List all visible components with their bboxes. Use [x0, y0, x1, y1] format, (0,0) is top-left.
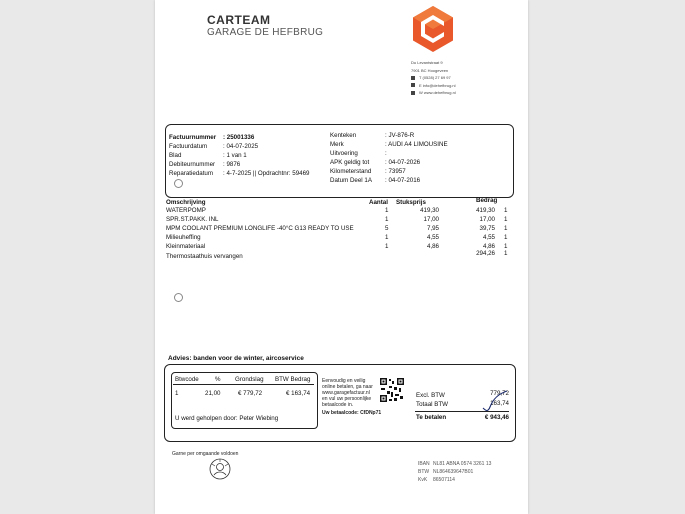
contact-address: Du Levantstraat 9	[411, 60, 443, 65]
invoice-number: : 25001336	[223, 134, 255, 141]
debtor-label: Debiteurnummer	[169, 161, 216, 168]
to-pay-label: Te betalen	[416, 414, 447, 421]
version-label: Uitvoering	[330, 150, 358, 157]
payment-info: Eenvoudig en veilig online betalen, ga naar www.garagefactuur.nl en vul uw persoonlijke betaalcode in.	[322, 378, 373, 408]
kvk-label: KvK	[418, 477, 428, 483]
item-qty: 1	[385, 207, 389, 214]
invoice-date: : 04-07-2025	[223, 143, 259, 150]
vat-pct-header: %	[215, 376, 221, 383]
plate-value: : JV-876-R	[385, 132, 415, 139]
brand-label: Merk	[330, 141, 344, 148]
item-code: 1	[504, 216, 508, 223]
item-code: 1	[504, 243, 508, 250]
item-desc: WATERPOMP	[166, 207, 206, 214]
repair-label: Reparatiedatum	[169, 170, 214, 177]
btw-label: BTW	[418, 469, 430, 475]
advice-text: Advies: banden voor de winter, aircoservice	[168, 355, 304, 362]
item-desc: Milieuheffing	[166, 234, 201, 241]
col-desc-header: Omschrijving	[166, 199, 206, 206]
part1-value: : 04-07-2016	[385, 177, 421, 184]
item-price: 17,00	[423, 216, 439, 223]
btw-value: NL864639647B01	[433, 469, 474, 475]
part1-label: Datum Deel 1A	[330, 177, 372, 184]
invoice-number-label: Factuurnummer	[169, 134, 217, 141]
vat-amount-header: BTW Bedrag	[275, 376, 311, 383]
carteam-logo-icon	[411, 5, 455, 53]
company-contact	[411, 59, 456, 97]
item-code: 1	[504, 250, 508, 257]
item-price: 4,86	[426, 243, 439, 250]
item-amount: 39,75	[479, 225, 495, 232]
item-code: 1	[504, 207, 508, 214]
item-desc: SPR.ST.PAKK. INL	[166, 216, 219, 223]
brand-value: : AUDI A4 LIMOUSINE	[385, 141, 448, 148]
apk-label: APK geldig tot	[330, 159, 370, 166]
item-desc: MPM COOLANT PREMIUM LONGLIFE -40°C G13 READY TO USE	[166, 225, 354, 232]
company-name: CARTEAM	[207, 13, 271, 27]
item-price: 4,55	[426, 234, 439, 241]
helped-by: U werd geholpen door: Peter Wiebing	[175, 415, 279, 422]
kvk-value: 86507114	[433, 477, 455, 483]
iban-label: IBAN	[418, 461, 430, 467]
plate-label: Kenteken	[330, 132, 357, 139]
item-qty: 1	[385, 243, 389, 250]
item-price: 419,30	[420, 207, 439, 214]
item-code: 1	[504, 225, 508, 232]
vat-code: 1	[175, 390, 179, 397]
page-label: Blad	[169, 152, 182, 159]
col-amount-header: Bedrag	[476, 197, 498, 204]
invoice-page	[155, 0, 528, 514]
vat-base: € 779,72	[238, 390, 263, 397]
web-icon	[411, 91, 415, 95]
item-qty: 1	[385, 234, 389, 241]
vat-pct: 21,00	[205, 390, 221, 397]
item-amount: 294,26	[476, 250, 495, 257]
total-vat-value: 163,74	[490, 400, 509, 407]
contact-city: 7901 BC Hoogeveen	[411, 67, 449, 73]
item-desc: Kleinmateriaal	[166, 243, 206, 250]
item-amount: 4,55	[482, 234, 495, 241]
debtor-value: : 9876	[223, 161, 241, 168]
item-qty: 5	[385, 225, 389, 232]
page-value: : 1 van 1	[223, 152, 247, 159]
to-pay-value: € 943,46	[484, 414, 509, 421]
km-value: : 73957	[385, 168, 406, 175]
apk-value: : 04-07-2026	[385, 159, 421, 166]
contact-email: E info@dehefbrug.nl	[411, 82, 456, 90]
repair-value: : 4-7-2025 || Opdrachtnr: 59469	[223, 170, 310, 177]
item-desc: Thermostaathuis vervangen	[166, 253, 243, 260]
company-subtitle: GARAGE DE HEFBRUG	[207, 27, 324, 38]
iban-value: NL81 ABNA 0574 3261 13	[433, 461, 492, 467]
payment-code: Uw betaalcode: CfDNp71	[322, 410, 382, 416]
invoice-date-label: Factuurdatum	[169, 143, 208, 150]
vat-code-header: Btwcode	[175, 376, 199, 383]
handwritten-check-icon	[481, 390, 511, 414]
excl-vat-label: Excl. BTW	[416, 392, 445, 399]
contact-web: W www.dehefbrug.nl	[411, 89, 456, 97]
item-price: 7,95	[426, 225, 439, 232]
item-amount: 4,86	[482, 243, 495, 250]
footer-note: Garne per omgaande voldoen	[172, 451, 239, 457]
version-value: :	[385, 150, 387, 157]
vat-base-header: Grondslag	[235, 376, 264, 383]
excl-vat-value: 779,72	[490, 390, 509, 397]
item-amount: 419,30	[476, 207, 495, 214]
item-amount: 17,00	[479, 216, 495, 223]
stamp-icon	[209, 458, 231, 480]
total-vat-label: Totaal BTW	[416, 401, 448, 408]
vat-amount: € 163,74	[286, 390, 311, 397]
qr-code-icon[interactable]	[379, 377, 405, 403]
punch-hole	[174, 293, 183, 302]
item-code: 1	[504, 234, 508, 241]
vat-header-divider	[173, 384, 314, 385]
contact-phone: T (0528) 27 69 97	[411, 74, 456, 82]
phone-icon	[411, 76, 415, 80]
col-qty-header: Aantal	[369, 199, 388, 206]
email-icon	[411, 83, 415, 87]
col-price-header: Stuksprijs	[396, 199, 426, 206]
km-label: Kilometerstand	[330, 168, 372, 175]
item-qty: 1	[385, 216, 389, 223]
punch-hole	[174, 179, 183, 188]
